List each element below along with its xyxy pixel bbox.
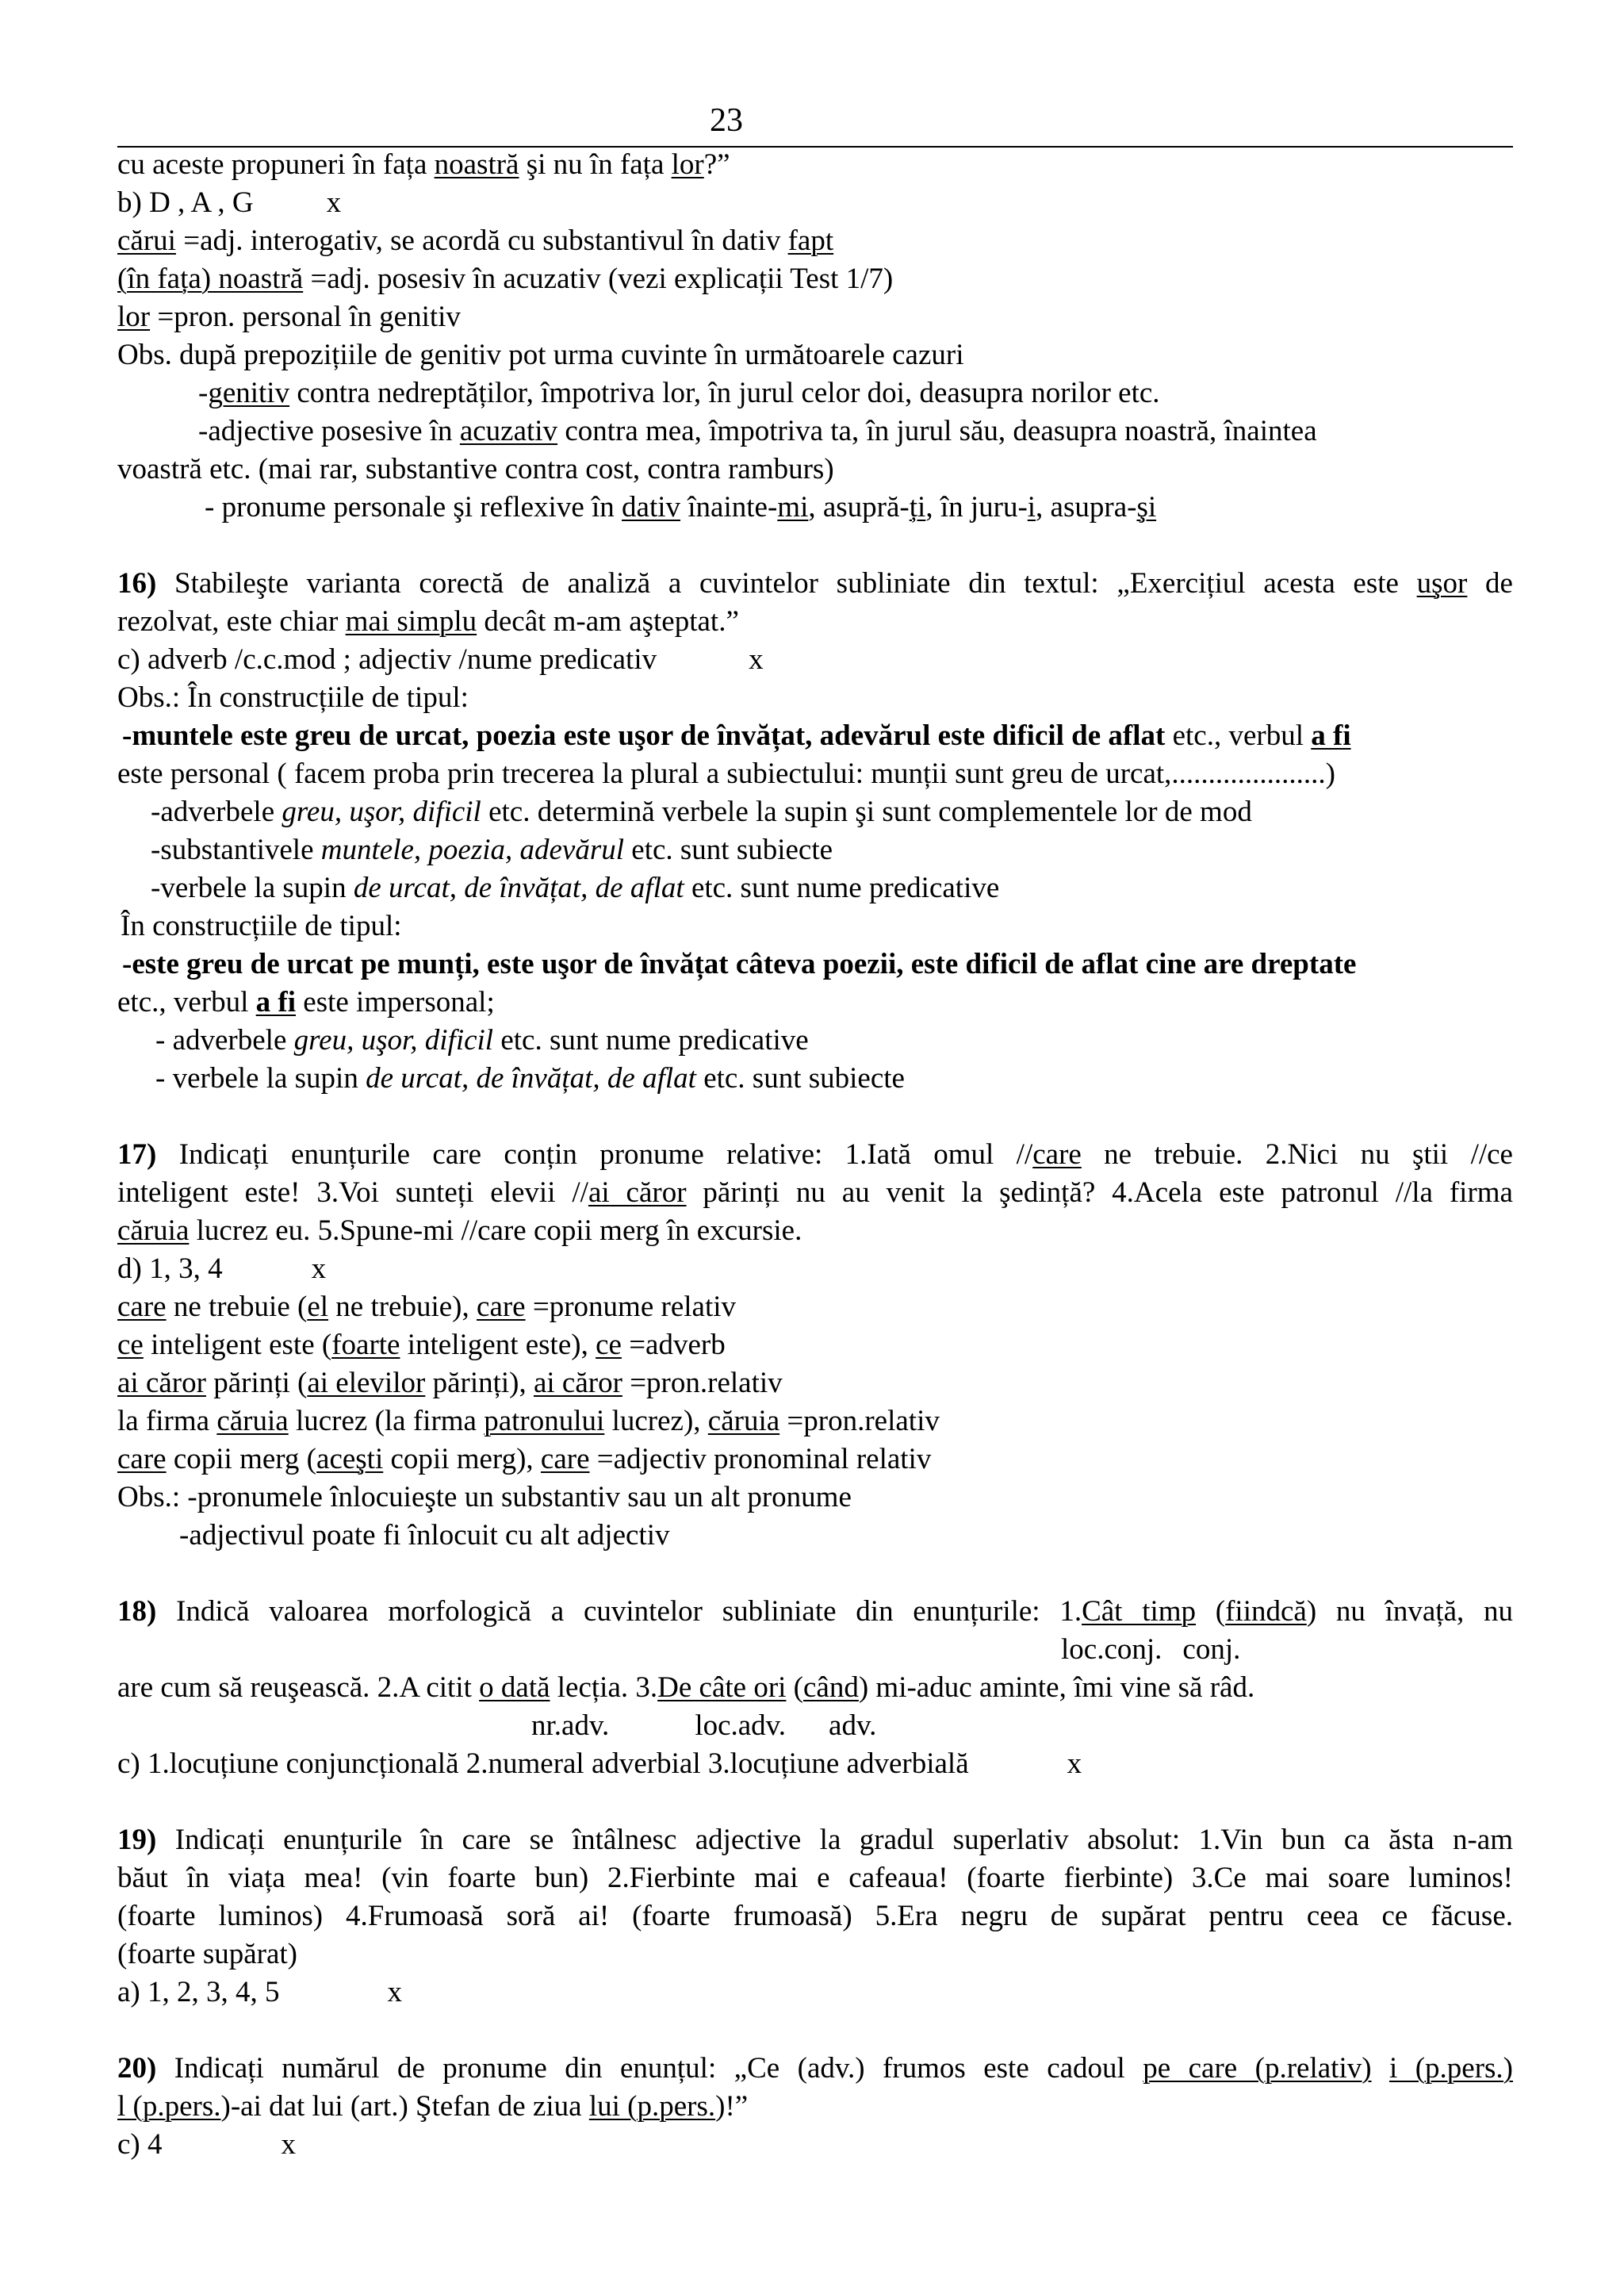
text-line: (foarte luminos) 4.Frumoasă soră ai! (foarte frumoasă) 5.Era negru de supărat pentru ceea ce făcuse. (117, 1900, 1513, 1932)
text-line: - adverbele greu, uşor, dificil etc. sunt nume predicative (155, 1024, 809, 1057)
text-line: care ne trebuie (el ne trebuie), care =pronume relativ (117, 1291, 737, 1323)
text-line: (în fața) noastră =adj. posesiv în acuzativ (vezi explicații Test 1/7) (117, 263, 894, 295)
text-line: Obs. după prepozițiile de genitiv pot urma cuvinte în următoarele cazuri (117, 339, 964, 371)
text-line: rezolvat, este chiar mai simplu decât m-am aşteptat.” (117, 605, 739, 638)
text-line: lor =pron. personal în genitiv (117, 301, 461, 333)
answer-mark: x (1067, 1747, 1082, 1780)
text-line: etc., verbul a fi este impersonal; (117, 986, 495, 1018)
question-19: 19) Indicați enunțurile în care se întâlnesc adjective la gradul superlativ absolut: 1.Vin bun ca ăsta n-am (117, 1824, 1513, 1856)
annotation-line: loc.conj. conj. (1061, 1633, 1241, 1666)
answer-mark: x (387, 1976, 402, 2008)
annotation-line: nr.adv. loc.adv. adv. (531, 1709, 877, 1742)
text-line: voastră etc. (mai rar, substantive contra cost, contra ramburs) (117, 453, 834, 485)
text-line: -genitiv contra nedreptăților, împotriva lor, în jurul celor doi, deasupra norilor etc. (198, 377, 1160, 409)
text-line: l (p.pers.)-ai dat lui (art.) Ştefan de ziua lui (p.pers.)!” (117, 2090, 749, 2123)
answer-mark: x (311, 1252, 327, 1285)
text-line: -adjectivul poate fi înlocuit cu alt adjectiv (179, 1519, 670, 1552)
answer-mark: x (281, 2128, 296, 2161)
text-line: -substantivele muntele, poezia, adevărul etc. sunt subiecte (151, 834, 833, 866)
text-line: cu aceste propuneri în fața noastră şi nu în fața lor?” (117, 148, 730, 181)
answer-mark: x (749, 643, 764, 676)
text-line: -este greu de urcat pe munți, este uşor de învățat câteva poezii, este dificil de aflat cine are dreptate (122, 948, 1357, 980)
answer-line: c) 4 x (117, 2126, 1513, 2164)
text-line: -adverbele greu, uşor, dificil etc. determină verbele la supin şi sunt complementele lor de mod (151, 796, 1252, 828)
page-content (117, 146, 1513, 2164)
text-line: ce inteligent este (foarte inteligent este), ce =adverb (117, 1329, 726, 1361)
answer-line: c) adverb /c.c.mod ; adjectiv /nume predicativ x (117, 641, 1513, 679)
text-line: băut în viața mea! (vin foarte bun) 2.Fierbinte mai e cafeaua! (foarte fierbinte) 3.Ce mai soare luminos! (117, 1862, 1513, 1894)
text-line: -adjective posesive în acuzativ contra mea, împotriva ta, în jurul său, deasupra noastră, înaintea (198, 415, 1317, 447)
text-line: este personal ( facem proba prin trecerea la plural a subiectului: munții sunt greu de urcat,.....................) (117, 758, 1335, 790)
text-line: - verbele la supin de urcat, de învățat, de aflat etc. sunt subiecte (155, 1062, 905, 1095)
text-line: are cum să reuşească. 2.A citit o dată lecția. 3.De câte ori (când) mi-aduc aminte, îmi vine să râd. (117, 1671, 1255, 1704)
text-line: căruia lucrez eu. 5.Spune-mi //care copii merg în excursie. (117, 1214, 802, 1247)
text-line: care copii merg (aceşti copii merg), care =adjectiv pronominal relativ (117, 1443, 932, 1475)
question-18: 18) Indică valoarea morfologică a cuvintelor subliniate din enunțurile: 1.Cât timp (fiindcă) nu învață, nu (117, 1595, 1513, 1628)
text-line: Obs.: -pronumele înlocuieşte un substantiv sau un alt pronume (117, 1481, 852, 1513)
answer-line: b) D , A , G x (117, 184, 1513, 222)
page-number: 23 (710, 102, 743, 139)
text-line: -verbele la supin de urcat, de învățat, de aflat etc. sunt nume predicative (151, 872, 1000, 904)
text-line: Obs.: În construcțiile de tipul: (117, 681, 469, 714)
question-16: 16) Stabileşte varianta corectă de analiză a cuvintelor subliniate din textul: „Exercițiul acesta este uşor de (117, 567, 1513, 600)
text-line: inteligent este! 3.Voi sunteți elevii //ai căror părinți nu au venit la şedință? 4.Acela este patronul //la firma (117, 1176, 1513, 1209)
question-17: 17) Indicați enunțurile care conțin pronume relative: 1.Iată omul //care ne trebuie. 2.Nici nu ştii //ce (117, 1138, 1513, 1171)
answer-line: d) 1, 3, 4 x (117, 1250, 1513, 1288)
text-line: - pronume personale şi reflexive în dativ înainte-mi, asupră-ți, în juru-i, asupra-şi (205, 491, 1157, 524)
text-line: -muntele este greu de urcat, poezia este uşor de învățat, adevărul este dificil de aflat etc., verbul a fi (122, 719, 1351, 752)
text-line: În construcțiile de tipul: (121, 910, 402, 942)
answer-line: c) 1.locuțiune conjuncțională 2.numeral adverbial 3.locuțiune adverbială x (117, 1745, 1513, 1783)
question-20: 20) Indicați numărul de pronume din enunțul: „Ce (adv.) frumos este cadoul pe care (p.relativ) i (p.pers.) (117, 2052, 1513, 2085)
text-line: la firma căruia lucrez (la firma patronului lucrez), căruia =pron.relativ (117, 1405, 940, 1437)
answer-mark: x (326, 186, 342, 219)
text-line: (foarte supărat) (117, 1938, 298, 1970)
text-line: ai căror părinți (ai elevilor părinți), ai căror =pron.relativ (117, 1367, 783, 1399)
text-line: cărui =adj. interogativ, se acordă cu substantivul în dativ fapt (117, 224, 834, 257)
answer-line: a) 1, 2, 3, 4, 5 x (117, 1974, 1513, 2012)
